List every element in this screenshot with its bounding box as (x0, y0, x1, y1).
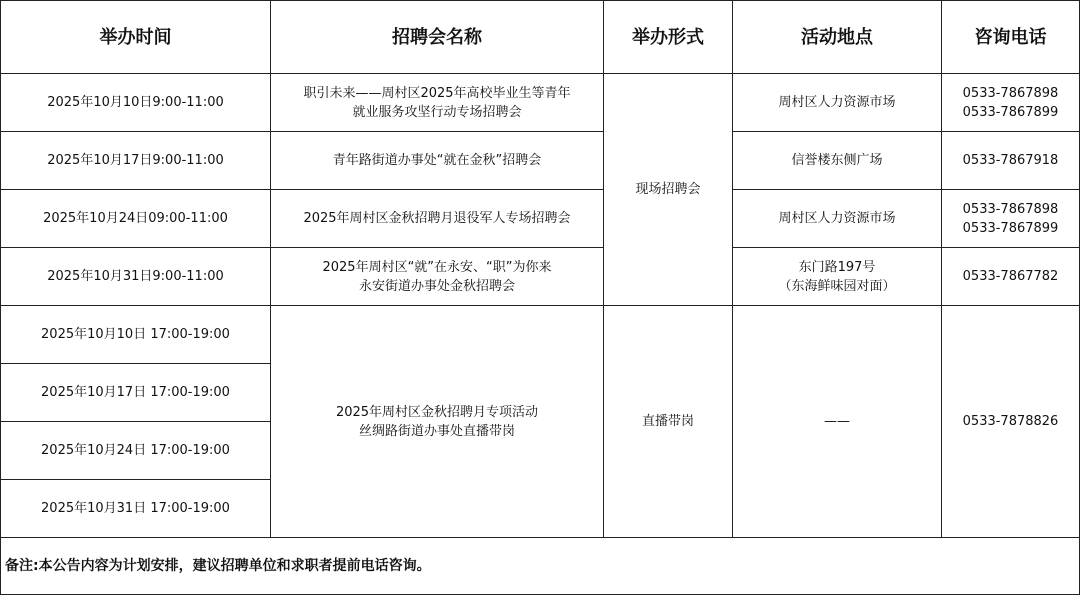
location-cell: 周村区人力资源市场 (733, 74, 942, 132)
note-row (1, 538, 1080, 595)
table-row (1, 190, 1080, 248)
fair-name-line: 职引未来——周村区2025年高校毕业生等青年 (303, 85, 571, 101)
phone-cell: 0533-7867782 (942, 248, 1080, 306)
header-location: 活动地点 (733, 1, 942, 74)
fair-name-line: 就业服务攻坚行动专场招聘会 (352, 104, 522, 120)
table-row (1, 248, 1080, 306)
table-row (1, 306, 1080, 364)
fair-name-cell (271, 74, 604, 132)
header-phone: 咨询电话 (942, 1, 1080, 74)
time-cell: 2025年10月17日 17:00-19:00 (1, 364, 271, 422)
phone-number: 0533-7867899 (962, 220, 1059, 236)
table-row (1, 74, 1080, 132)
time-cell: 2025年10月31日9:00-11:00 (1, 248, 271, 306)
location-cell (733, 248, 942, 306)
note-text: 备注:本公告内容为计划安排，建议招聘单位和求职者提前电话咨询。 (1, 538, 1080, 595)
phone-cell (942, 190, 1080, 248)
header-form: 举办形式 (604, 1, 733, 74)
time-cell: 2025年10月24日 17:00-19:00 (1, 422, 271, 480)
header-time: 举办时间 (1, 1, 271, 74)
header-row (1, 1, 1080, 74)
location-line: （东海鲜味园对面） (778, 278, 896, 294)
form-cell-live: 直播带岗 (604, 306, 733, 538)
location-cell: 周村区人力资源市场 (733, 190, 942, 248)
fair-name-line: 永安街道办事处金秋招聘会 (358, 278, 515, 294)
phone-number: 0533-7867898 (962, 201, 1059, 217)
phone-number: 0533-7867899 (962, 104, 1059, 120)
fair-name-line: 2025年周村区金秋招聘月专项活动 (335, 404, 539, 420)
phone-number: 0533-7867898 (962, 85, 1059, 101)
location-line: 东门路197号 (798, 259, 876, 275)
time-cell: 2025年10月17日9:00-11:00 (1, 132, 271, 190)
time-cell: 2025年10月10日 17:00-19:00 (1, 306, 271, 364)
fair-name-cell (271, 248, 604, 306)
fair-name-cell: 青年路街道办事处“就在金秋”招聘会 (271, 132, 604, 190)
location-cell-live: —— (733, 306, 942, 538)
form-cell-onsite: 现场招聘会 (604, 74, 733, 306)
phone-cell: 0533-7867918 (942, 132, 1080, 190)
fair-name-line: 2025年周村区“就”在永安、“职”为你来 (322, 259, 552, 275)
time-cell: 2025年10月24日09:00-11:00 (1, 190, 271, 248)
fair-name-line: 丝绸路街道办事处直播带岗 (358, 423, 515, 439)
time-cell: 2025年10月10日9:00-11:00 (1, 74, 271, 132)
header-name: 招聘会名称 (271, 1, 604, 74)
phone-cell-live: 0533-7878826 (942, 306, 1080, 538)
time-cell: 2025年10月31日 17:00-19:00 (1, 480, 271, 538)
fair-name-cell: 2025年周村区金秋招聘月退役军人专场招聘会 (271, 190, 604, 248)
table-row (1, 132, 1080, 190)
location-cell: 信誉楼东侧广场 (733, 132, 942, 190)
fair-name-cell-live (271, 306, 604, 538)
phone-cell (942, 74, 1080, 132)
